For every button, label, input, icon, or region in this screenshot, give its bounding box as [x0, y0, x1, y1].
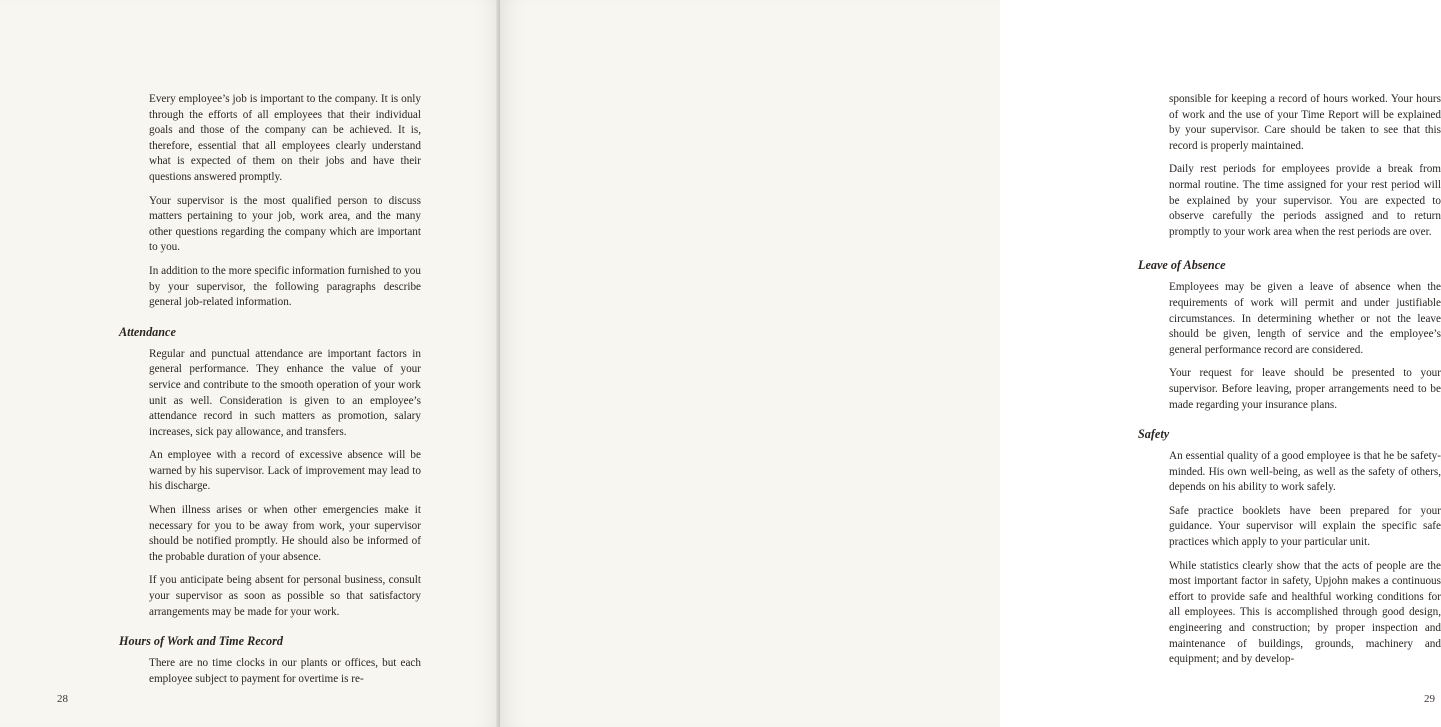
attendance-heading: Attendance	[119, 324, 176, 339]
intro-paragraph-2: Your supervisor is the most qualified person to discuss matters pertaining to your job, work area, and the many other questions regarding the company which are important to you.	[149, 194, 421, 254]
safety-paragraph-1: An essential quality of a good employee is that he be safety-minded. His own well-being, as well as the safety of others, depends on his ability to work safely.	[1169, 450, 1441, 494]
attendance-paragraph-3: When illness arises or when other emergencies make it necessary for you to be away from work, your supervisor should be notified promptly. He should also be informed of the probable duration of your absence.	[149, 504, 421, 563]
safety-heading: Safety	[1138, 427, 1170, 442]
left-page	[0, 0, 500, 727]
leave-paragraph-1: Employees may be given a leave of absence when the requirements of work will permit and under justifiable circumstances. In determining whether or not the leave should be given, length of service and the employee’s general performance record are considered.	[1169, 281, 1441, 356]
hours-of-work-heading: Hours of Work and Time Record	[119, 634, 283, 649]
intro-paragraph-1: Every employee’s job is important to the company. It is only through the efforts of all employees that their individual goals and those of the company can be achieved. It is, therefore, essential that all employees clearly understand what is expected of them on their jobs and have their questions answered promptly.	[149, 93, 421, 183]
right-page	[500, 0, 1441, 727]
page-number-left: 28	[57, 693, 68, 705]
safety-paragraph-2: Safe practice booklets have been prepared for your guidance. Your supervisor will explain the specific safe practices which apply to your particular unit.	[1169, 504, 1441, 549]
safety-paragraph-3: While statistics clearly show that the acts of people are the most important factor in safety, Upjohn makes a continuous effort to provide safe and healthful working conditions for all employees. This is accomplished through good design, engineering and construction; by proper inspection and maintenance of buildings, grounds, machinery and equipment; and by develop-	[1169, 559, 1441, 666]
attendance-paragraph-1: Regular and punctual attendance are important factors in general performance. They enhance the value of your service and contribute to the smooth operation of your work unit as well. Consideration is given to an employee’s attendance record in such matters as promotion, salary increases, sick pay allowance, and transfers.	[149, 347, 421, 438]
leave-of-absence-heading: Leave of Absence	[1138, 258, 1226, 273]
right-page-text-column	[1138, 92, 1441, 676]
left-page-text-column	[119, 92, 421, 695]
page-number-right: 29	[1424, 693, 1435, 705]
leave-paragraph-2: Your request for leave should be presented to your supervisor. Before leaving, proper arrangements need to be made regarding your insurance plans.	[1169, 367, 1441, 411]
hours-of-work-paragraph-1: There are no time clocks in our plants or offices, but each employee subject to payment for overtime is re-	[149, 657, 421, 685]
continued-paragraph-1: sponsible for keeping a record of hours worked. Your hours of work and the use of your Time Report will be explained by your supervisor. Care should be taken to see that this record is properly maintained.	[1169, 93, 1441, 152]
attendance-paragraph-2: An employee with a record of excessive absence will be warned by his supervisor. Lack of improvement may lead to his discharge.	[149, 449, 421, 493]
attendance-paragraph-4: If you anticipate being absent for personal business, consult your supervisor as soon as possible so that satisfactory arrangements may be made for your work.	[149, 574, 421, 618]
continued-paragraph-2: Daily rest periods for employees provide a break from normal routine. The time assigned for your rest period will be explained by your supervisor. You are expected to observe carefully the periods assigned and to return promptly to your work area when the rest periods are over.	[1169, 163, 1441, 238]
intro-paragraph-3: In addition to the more specific information furnished to you by your supervisor, the following paragraphs describe general job-related information.	[149, 264, 421, 309]
